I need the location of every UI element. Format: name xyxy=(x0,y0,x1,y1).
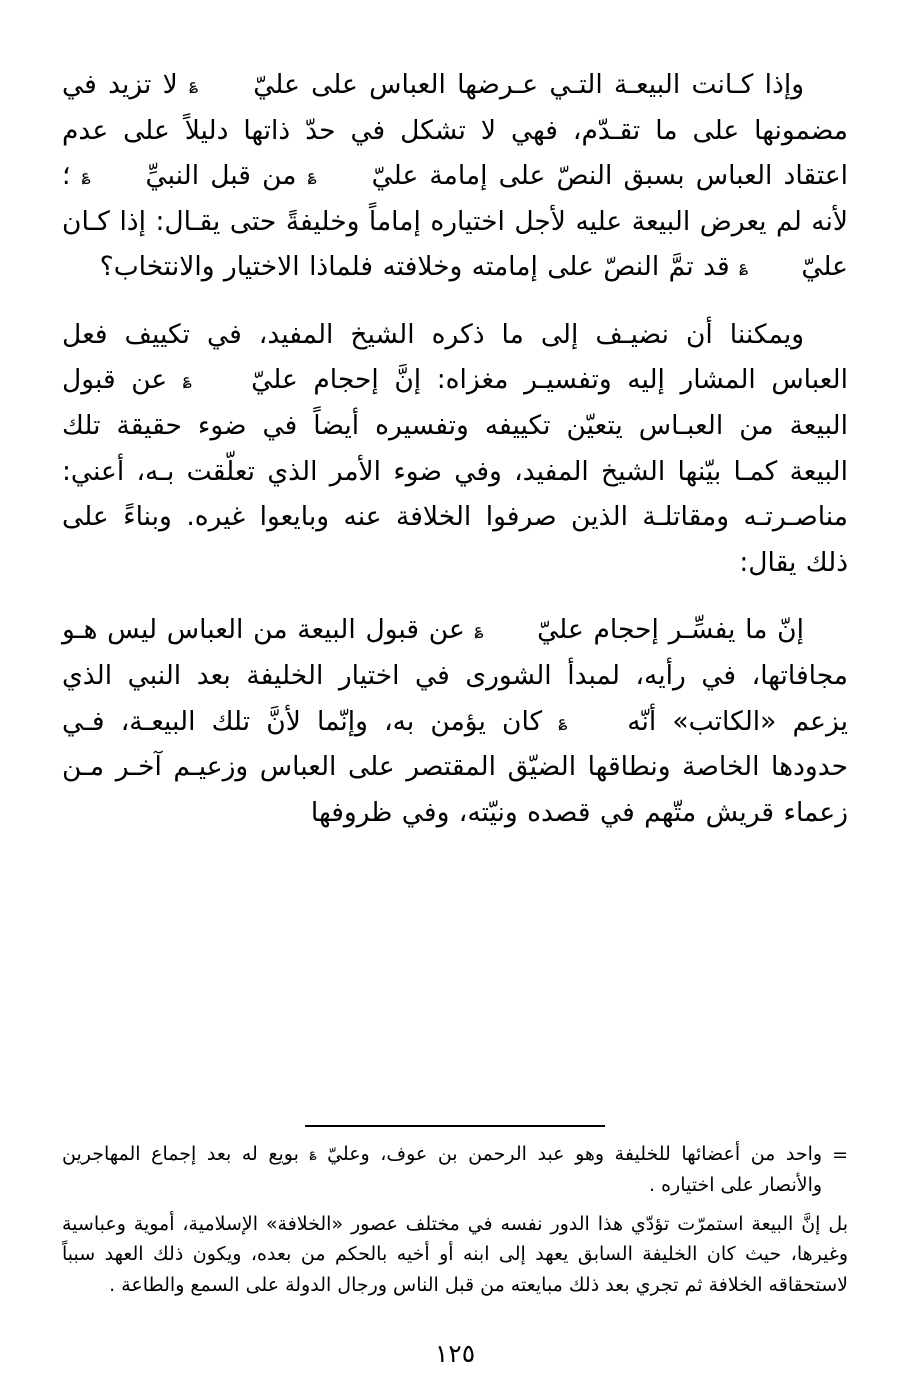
footnote-zone xyxy=(62,1125,848,1313)
honorific-icon: ؏ xyxy=(474,621,484,638)
footnote-continued-text: واحد من أعضائها للخليفة وهو عبد الرحمن بن عوف، وعليّ ؏ بويع له بعد إجماع المهاجرين والأنصار على اختياره . xyxy=(62,1143,823,1196)
honorific-icon: ؏ xyxy=(182,371,192,388)
body-text-area xyxy=(62,62,848,835)
page-number: ١٢٥ xyxy=(434,1339,476,1368)
honorific-icon: ؏ xyxy=(189,75,198,93)
honorific-icon: ؏ xyxy=(558,712,568,729)
footnote-separator-rule xyxy=(305,1125,605,1128)
footnote-block xyxy=(62,1139,848,1301)
footnote-continuation-marker: = xyxy=(832,1144,848,1167)
footnote-paragraph: بل إنَّ البيعة استمرّت تؤدّي هذا الدور نفسه في مختلف عصور «الخلافة» الإسلامية، أموية وعباسية وغيرها، حيث كان الخليفة السابق يعهد إلى ابنه أو أخيه بالحكم من بعده، ويكون ذلك العهد سبباً لاستحقاقه الخلافة ثم تجري بعد ذلك مبايعته من قبل الناس ورجال الدولة على السمع والطاعة . xyxy=(62,1212,848,1297)
honorific-icon: ؏ xyxy=(309,1146,317,1160)
honorific-icon: ؏ xyxy=(307,166,317,184)
footnote-continued-row xyxy=(62,1139,848,1201)
honorific-icon: ؏ xyxy=(739,258,748,275)
paragraph-3: إنّ ما يفسِّـر إحجام عليّ ؏ عن قبول البيعة من العباس ليس هـو مجافاتها، في رأيه، لمبدأ الشورى في اختيار الخليفة بعد النبي الذي يزعم «الكاتب» أنّه ؏ كان يؤمن به، وإنّما لأنَّ تلك البيعـة، فـي حدودها الخاصة ونطاقها الضيّق المقتصر على العباس وزعيـم آخـر مـن زعماء قريش متّهم في قصده ونيّته، وفي ظروفها xyxy=(62,614,848,828)
paragraph-1: وإذا كـانت البيعـة التـي عـرضها العباس على عليّ ؏ لا تزيد في مضمونها على ما تقـدّم، فهي لا تشكل في حدّ ذاتها دليلاً على عدم اعتقاد العباس بسبق النصّ على إمامة عليّ ؏ من قبل النبيِّ ؏ ؛ لأنه لم يعرض البيعة عليه لأجل اختياره إماماً وخليفةً حتى يقـال: إذا كـان عليّ ؏ قد تمَّ النصّ على إمامته وخلافته فلماذا الاختيار والانتخاب؟ xyxy=(62,69,849,283)
paragraph-2: ويمكننا أن نضيـف إلى ما ذكره الشيخ المفيد، في تكييف فعل العباس المشار إليه وتفسيـر مغزاه: إنَّ إحجام عليّ ؏ عن قبول البيعة من العبـاس يتعيّن تكييفه وتفسيره أيضاً في ضوء حقيقة تلك البيعة كمـا بيّنها الشيخ المفيد، وفي ضوء الأمر الذي تعلّقت بـه، أعني: مناصـرتـه ومقاتلـة الذين صرفوا الخلافة عنه وبايعوا غيره. وبناءً على ذلك يقال: xyxy=(62,318,848,578)
honorific-icon: ؏ xyxy=(81,166,91,184)
